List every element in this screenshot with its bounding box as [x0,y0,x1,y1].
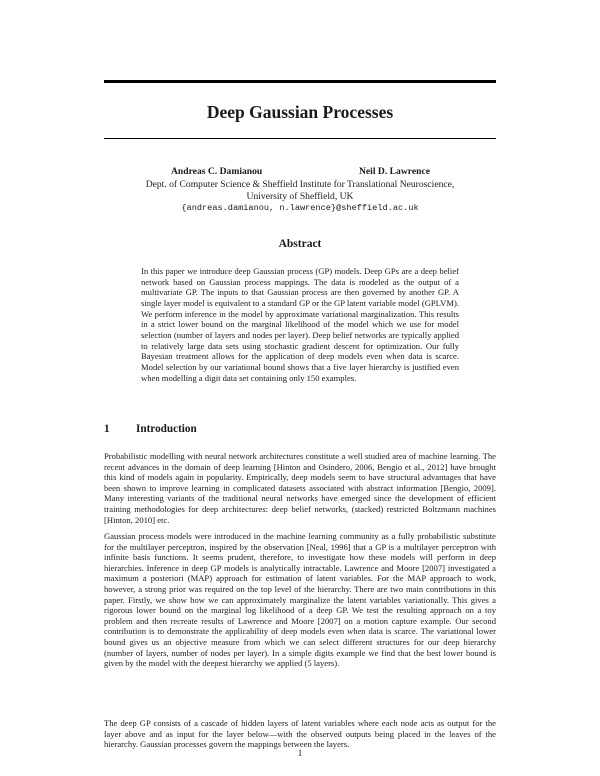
page-number: 1 [297,748,303,758]
author-name: Andreas C. Damianou [171,166,263,177]
abstract-heading: Abstract [278,238,322,250]
title-bottom-rule [104,138,496,139]
paper-title: Deep Gaussian Processes [206,102,394,122]
section-number: 1 [104,423,110,435]
author-affiliation: University of Sheffield, UK [246,191,354,202]
section-title: Introduction [136,423,197,435]
title-top-rule [104,80,496,83]
author-emails: {andreas.damianou, n.lawrence}@sheffield.ac.uk [181,203,419,213]
body-paragraph: Gaussian process models were introduced in the machine learning community as a fully probabilistic substitute for the multilayer perceptron, inspired by the observation [Neal, 1996] that a GP is a multilayer perceptron with infinite basis functions. It seems prudent, therefore, to investigate how these models will perform in deep hierarchies. Inference in deep GP models is analytically intractable. Lawrence and Moore [2007] investigated a maximum a posteriori (MAP) approach for estimation of latent variables. For the MAP approach to work, however, a strong prior was required on the top level of the hierarchy. There are two main contributions in this paper. Firstly, we show how we can approximately marginalize the latent variables variationally. This gives a rigorous lower bound on the marginal log likelihood of a deep GP. We test the resulting approach on a toy problem and then recreate results of Lawrence and Moore [2007] on a motion capture example. Our second contribution is to demonstrate the applicability of deep models even when data is scarce. The variational lower bound gives us an objective measure from which we can select different structures for our deep hierarchy (number of layers, number of nodes per layer). In a simple digits example we find that the best lower bound is given by the model with the deepest hierarchy we applied (5 layers). [104,531,496,669]
abstract-text: In this paper we introduce deep Gaussian process (GP) models. Deep GPs are a deep belief network based on Gaussian process mappings. The data is modeled as the output of a multivariate GP. The inputs to that Gaussian process are then governed by another GP. A single layer model is equivalent to a standard GP or the GP latent variable model (GPLVM). We perform inference in the model by approximate variational marginalization. This results in a strict lower bound on the marginal likelihood of the model which we use for model selection (number of layers and nodes per layer). Deep belief networks are typically applied to relatively large data sets using stochastic gradient descent for optimization. Our fully Bayesian treatment allows for the application of deep models even when data is scarce. Model selection by our variational bound shows that a five layer hierarchy is justified even when modelling a digit data set containing only 150 examples. [141,266,459,383]
body-paragraph: Probabilistic modelling with neural network architectures constitute a well studied area of machine learning. The recent advances in the domain of deep learning [Hinton and Osindero, 2006, Bengio et al., 2012] have brought this kind of models again in popularity. Empirically, deep models seem to have structural advantages that have been shown to improve learning in complicated datasets associated with abstract information [Bengio, 2009]. Many interesting variants of the traditional neural networks have emerged since the development of efficient training methodologies for deep architectures: deep belief networks, (stacked) restricted Boltzmann machines [Hinton, 2010] etc. [104,451,496,525]
author-name: Neil D. Lawrence [359,166,430,177]
section-heading [104,423,197,435]
body-paragraph: The deep GP consists of a cascade of hidden layers of latent variables where each node acts as output for the layer above and as input for the layer below—with the observed outputs being placed in the leaves of the hierarchy. Gaussian processes govern the mappings between the layers. [104,718,496,750]
author-affiliation: Dept. of Computer Science & Sheffield Institute for Translational Neuroscience, [145,179,455,190]
